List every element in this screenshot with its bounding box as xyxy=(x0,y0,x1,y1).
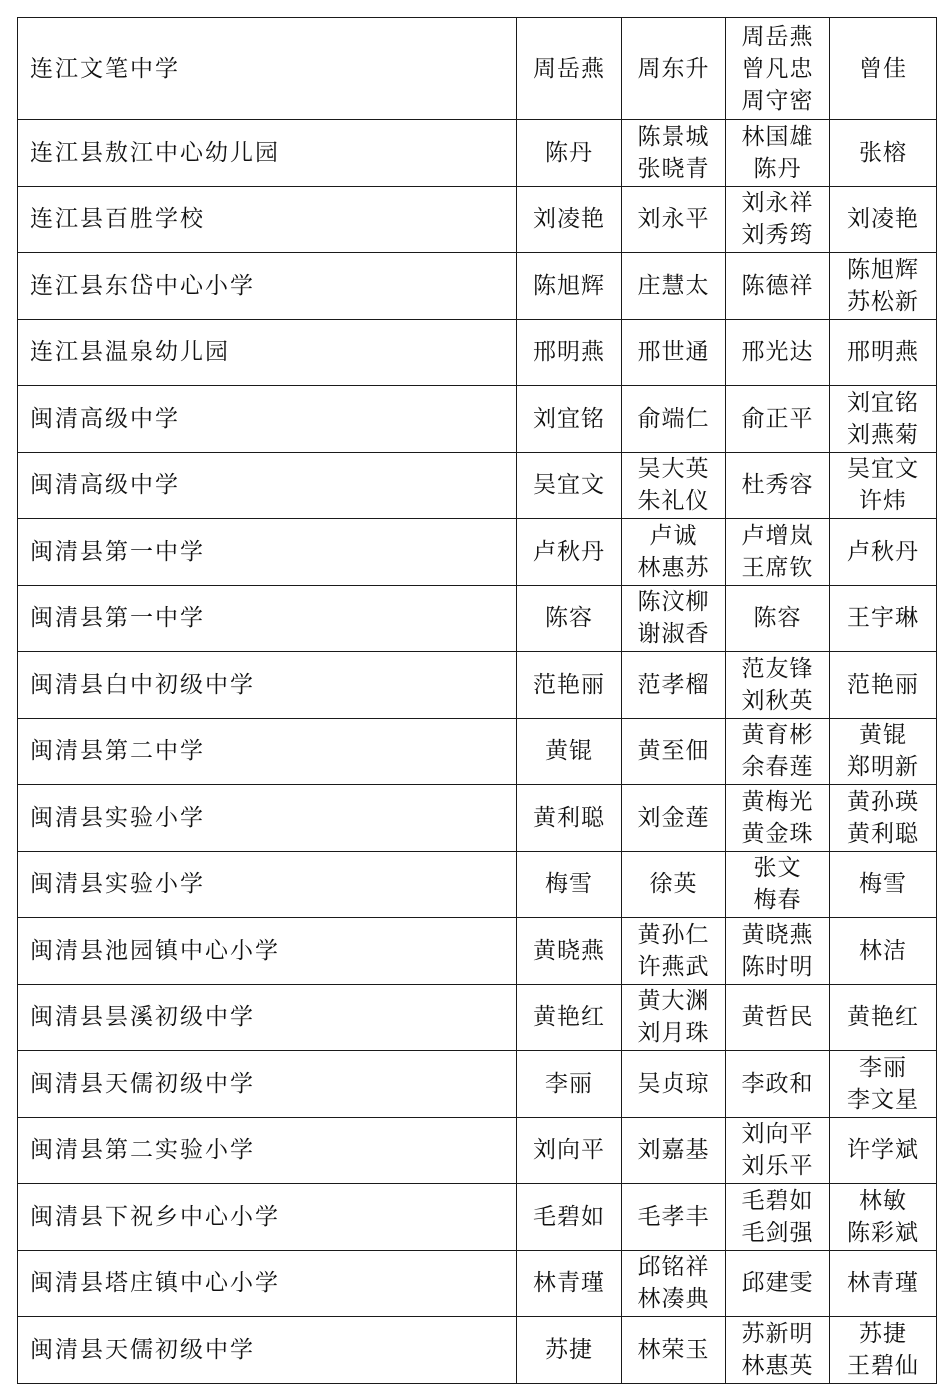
table-row xyxy=(18,253,937,320)
person-name: 李丽 xyxy=(545,1070,593,1097)
person-name: 余春莲 xyxy=(741,754,814,781)
person-name: 黄孙仁 xyxy=(637,921,710,948)
table-row xyxy=(18,785,937,852)
person-name: 毛孝丰 xyxy=(637,1203,710,1230)
person-cell-col3 xyxy=(622,851,726,918)
person-name: 陈汶柳 xyxy=(637,589,710,616)
person-name: 陈丹 xyxy=(545,139,593,166)
person-cell-col2 xyxy=(517,652,622,719)
person-cell-col4 xyxy=(726,785,830,852)
person-name: 陈容 xyxy=(753,605,802,632)
table-row xyxy=(18,1051,937,1118)
person-name: 邢明燕 xyxy=(533,339,605,366)
person-name: 卢增岚 xyxy=(741,522,814,549)
person-cell-col5 xyxy=(830,718,937,785)
school-name-cell: 闽清县第一中学 xyxy=(18,519,517,586)
school-name-cell: 连江文笔中学 xyxy=(18,18,517,120)
person-name: 李政和 xyxy=(741,1070,814,1097)
school-name-cell: 闽清县池园镇中心小学 xyxy=(18,918,517,985)
person-cell-col5 xyxy=(830,186,937,253)
person-cell-col2 xyxy=(517,1250,622,1317)
school-name-cell: 闽清县塔庄镇中心小学 xyxy=(18,1250,517,1317)
person-name: 陈时明 xyxy=(741,953,814,980)
school-name-cell: 连江县百胜学校 xyxy=(18,186,517,253)
school-name-cell: 闽清高级中学 xyxy=(18,452,517,519)
person-cell-col2 xyxy=(517,18,622,120)
person-name: 黄晓燕 xyxy=(533,937,605,964)
person-name: 许学斌 xyxy=(847,1137,919,1164)
person-cell-col5 xyxy=(830,18,937,120)
person-cell-col2 xyxy=(517,319,622,386)
person-cell-col3 xyxy=(622,918,726,985)
person-name: 林国雄 xyxy=(741,123,814,150)
person-cell-col3 xyxy=(622,253,726,320)
person-cell-col3 xyxy=(622,1184,726,1251)
person-name: 卢诚 xyxy=(649,522,698,549)
table-row xyxy=(18,18,937,120)
table-row xyxy=(18,718,937,785)
school-name-cell: 闽清县第二实验小学 xyxy=(18,1117,517,1184)
person-name: 林青瑾 xyxy=(847,1270,919,1297)
person-name: 许炜 xyxy=(859,488,907,515)
person-cell-col3 xyxy=(622,652,726,719)
person-name: 刘秀筠 xyxy=(741,222,814,249)
school-name-cell: 闽清县第一中学 xyxy=(18,585,517,652)
school-name-cell: 闽清县实验小学 xyxy=(18,851,517,918)
person-name: 范友锋 xyxy=(741,655,814,682)
person-name: 陈旭辉 xyxy=(533,272,605,299)
person-cell-col5 xyxy=(830,452,937,519)
person-name: 黄利聪 xyxy=(847,820,919,847)
person-cell-col4 xyxy=(726,1317,830,1384)
school-name-cell: 连江县东岱中心小学 xyxy=(18,253,517,320)
person-name: 张文 xyxy=(753,855,802,882)
person-name: 俞端仁 xyxy=(637,405,710,432)
person-cell-col5 xyxy=(830,319,937,386)
school-name-cell: 连江县敖江中心幼儿园 xyxy=(18,120,517,187)
table-row xyxy=(18,652,937,719)
person-cell-col2 xyxy=(517,386,622,453)
person-name: 毛剑强 xyxy=(741,1219,814,1246)
table-row xyxy=(18,319,937,386)
person-name: 范艳丽 xyxy=(533,671,605,698)
person-name: 刘永平 xyxy=(637,206,710,233)
person-name: 苏捷 xyxy=(545,1336,593,1363)
person-cell-col4 xyxy=(726,918,830,985)
person-cell-col4 xyxy=(726,18,830,120)
person-cell-col3 xyxy=(622,718,726,785)
person-name: 黄利聪 xyxy=(533,804,605,831)
person-name: 周东升 xyxy=(637,55,710,82)
school-name-cell: 闽清县天儒初级中学 xyxy=(18,1051,517,1118)
person-name: 刘凌艳 xyxy=(847,206,919,233)
person-name: 邱铭祥 xyxy=(637,1254,710,1281)
person-cell-col5 xyxy=(830,1184,937,1251)
person-name: 苏新明 xyxy=(741,1320,814,1347)
person-name: 卢秋丹 xyxy=(533,538,605,565)
table-row xyxy=(18,1250,937,1317)
person-cell-col4 xyxy=(726,120,830,187)
school-name-cell: 闽清高级中学 xyxy=(18,386,517,453)
person-cell-col5 xyxy=(830,1317,937,1384)
person-cell-col2 xyxy=(517,1051,622,1118)
person-cell-col5 xyxy=(830,519,937,586)
person-name: 曾佳 xyxy=(859,55,907,82)
person-cell-col2 xyxy=(517,452,622,519)
table-row xyxy=(18,452,937,519)
person-cell-col3 xyxy=(622,785,726,852)
person-cell-col4 xyxy=(726,1051,830,1118)
person-name: 刘乐平 xyxy=(741,1153,814,1180)
person-name: 周守密 xyxy=(741,87,814,114)
person-name: 黄锟 xyxy=(545,738,593,765)
person-cell-col3 xyxy=(622,585,726,652)
person-name: 邱建雯 xyxy=(741,1270,814,1297)
person-name: 苏捷 xyxy=(859,1320,907,1347)
person-name: 王席钦 xyxy=(741,554,814,581)
person-cell-col5 xyxy=(830,253,937,320)
person-name: 杜秀容 xyxy=(741,472,814,499)
person-cell-col4 xyxy=(726,253,830,320)
person-cell-col5 xyxy=(830,652,937,719)
person-name: 苏松新 xyxy=(847,288,919,315)
person-name: 陈彩斌 xyxy=(847,1219,919,1246)
person-cell-col4 xyxy=(726,386,830,453)
person-cell-col2 xyxy=(517,1117,622,1184)
table-row xyxy=(18,918,937,985)
person-name: 黄哲民 xyxy=(741,1004,814,1031)
school-name-cell: 连江县温泉幼儿园 xyxy=(18,319,517,386)
person-name: 刘向平 xyxy=(741,1121,814,1148)
table-row xyxy=(18,585,937,652)
person-cell-col3 xyxy=(622,519,726,586)
person-cell-col3 xyxy=(622,386,726,453)
person-cell-col2 xyxy=(517,851,622,918)
person-name: 卢秋丹 xyxy=(847,538,919,565)
person-name: 刘向平 xyxy=(533,1137,605,1164)
person-name: 吴宜文 xyxy=(533,472,605,499)
person-cell-col5 xyxy=(830,851,937,918)
roster-table xyxy=(17,17,937,1384)
person-cell-col5 xyxy=(830,984,937,1051)
person-cell-col3 xyxy=(622,984,726,1051)
person-name: 李丽 xyxy=(859,1054,907,1081)
person-name: 曾凡忠 xyxy=(741,55,814,82)
person-name: 俞正平 xyxy=(741,405,814,432)
person-name: 陈德祥 xyxy=(741,272,814,299)
person-cell-col4 xyxy=(726,1250,830,1317)
table-row xyxy=(18,120,937,187)
person-name: 梅春 xyxy=(753,887,802,914)
person-name: 林凑典 xyxy=(637,1286,710,1313)
person-cell-col4 xyxy=(726,452,830,519)
person-name: 黄大渊 xyxy=(637,988,710,1015)
person-cell-col2 xyxy=(517,519,622,586)
person-cell-col2 xyxy=(517,785,622,852)
person-name: 范孝榴 xyxy=(637,671,710,698)
table-row xyxy=(18,519,937,586)
person-name: 许燕武 xyxy=(637,953,710,980)
person-cell-col5 xyxy=(830,918,937,985)
school-name-cell: 闽清县下祝乡中心小学 xyxy=(18,1184,517,1251)
person-name: 徐英 xyxy=(649,871,698,898)
person-name: 刘嘉基 xyxy=(637,1137,710,1164)
person-name: 林荣玉 xyxy=(637,1336,710,1363)
person-name: 林惠苏 xyxy=(637,554,710,581)
person-name: 陈丹 xyxy=(753,155,802,182)
school-name-cell: 闽清县第二中学 xyxy=(18,718,517,785)
person-name: 林敏 xyxy=(859,1187,907,1214)
person-cell-col2 xyxy=(517,918,622,985)
person-name: 陈景城 xyxy=(637,123,710,150)
person-name: 刘宜铭 xyxy=(533,405,605,432)
person-cell-col3 xyxy=(622,186,726,253)
person-cell-col3 xyxy=(622,1317,726,1384)
person-name: 刘秋英 xyxy=(741,687,814,714)
table-row xyxy=(18,1117,937,1184)
person-cell-col3 xyxy=(622,1051,726,1118)
person-cell-col4 xyxy=(726,519,830,586)
person-cell-col2 xyxy=(517,253,622,320)
person-name: 周岳燕 xyxy=(741,23,814,50)
person-cell-col3 xyxy=(622,120,726,187)
person-cell-col2 xyxy=(517,984,622,1051)
person-cell-col3 xyxy=(622,319,726,386)
person-name: 林洁 xyxy=(859,937,907,964)
person-cell-col2 xyxy=(517,1317,622,1384)
person-name: 吴大英 xyxy=(637,456,710,483)
table-row xyxy=(18,1317,937,1384)
table-row xyxy=(18,386,937,453)
table-row xyxy=(18,851,937,918)
person-name: 庄慧太 xyxy=(637,272,710,299)
person-name: 王宇琳 xyxy=(847,605,919,632)
person-cell-col3 xyxy=(622,18,726,120)
person-name: 毛碧如 xyxy=(741,1187,814,1214)
person-cell-col3 xyxy=(622,1250,726,1317)
person-cell-col4 xyxy=(726,718,830,785)
person-name: 黄锟 xyxy=(859,722,907,749)
person-name: 刘永祥 xyxy=(741,190,814,217)
roster-table-body xyxy=(18,18,937,1384)
person-name: 邢世通 xyxy=(637,339,710,366)
person-name: 吴贞琼 xyxy=(637,1070,710,1097)
person-name: 范艳丽 xyxy=(847,671,919,698)
person-cell-col4 xyxy=(726,1117,830,1184)
person-name: 王碧仙 xyxy=(847,1352,919,1379)
person-name: 刘月珠 xyxy=(637,1020,710,1047)
person-cell-col4 xyxy=(726,851,830,918)
person-name: 刘燕菊 xyxy=(847,421,919,448)
person-cell-col2 xyxy=(517,585,622,652)
person-cell-col5 xyxy=(830,1250,937,1317)
person-cell-col5 xyxy=(830,785,937,852)
person-cell-col4 xyxy=(726,186,830,253)
school-name-cell: 闽清县昙溪初级中学 xyxy=(18,984,517,1051)
person-cell-col5 xyxy=(830,120,937,187)
person-name: 郑明新 xyxy=(847,754,919,781)
school-name-cell: 闽清县白中初级中学 xyxy=(18,652,517,719)
person-name: 谢淑香 xyxy=(637,621,710,648)
person-name: 林青瑾 xyxy=(533,1270,605,1297)
person-name: 黄艳红 xyxy=(533,1004,605,1031)
person-cell-col2 xyxy=(517,186,622,253)
person-name: 黄孙瑛 xyxy=(847,788,919,815)
person-name: 陈旭辉 xyxy=(847,256,919,283)
person-name: 李文星 xyxy=(847,1086,919,1113)
person-name: 黄艳红 xyxy=(847,1004,919,1031)
person-name: 张榕 xyxy=(859,139,907,166)
person-name: 邢明燕 xyxy=(847,339,919,366)
table-row xyxy=(18,186,937,253)
person-cell-col4 xyxy=(726,585,830,652)
person-cell-col4 xyxy=(726,319,830,386)
person-name: 邢光达 xyxy=(741,339,814,366)
person-name: 梅雪 xyxy=(859,871,907,898)
person-name: 吴宜文 xyxy=(847,456,919,483)
person-name: 黄育彬 xyxy=(741,722,814,749)
person-cell-col5 xyxy=(830,386,937,453)
table-row xyxy=(18,984,937,1051)
person-name: 刘宜铭 xyxy=(847,389,919,416)
person-cell-col4 xyxy=(726,652,830,719)
person-name: 周岳燕 xyxy=(533,55,605,82)
person-cell-col3 xyxy=(622,452,726,519)
person-cell-col2 xyxy=(517,120,622,187)
person-name: 黄梅光 xyxy=(741,788,814,815)
person-cell-col4 xyxy=(726,1184,830,1251)
person-cell-col3 xyxy=(622,1117,726,1184)
person-name: 林惠英 xyxy=(741,1352,814,1379)
person-name: 刘凌艳 xyxy=(533,206,605,233)
person-cell-col5 xyxy=(830,1117,937,1184)
person-name: 黄至佃 xyxy=(637,738,710,765)
person-name: 张晓青 xyxy=(637,155,710,182)
school-name-cell: 闽清县实验小学 xyxy=(18,785,517,852)
person-cell-col4 xyxy=(726,984,830,1051)
person-cell-col5 xyxy=(830,585,937,652)
person-name: 陈容 xyxy=(545,605,593,632)
person-name: 毛碧如 xyxy=(533,1203,605,1230)
table-row xyxy=(18,1184,937,1251)
person-name: 黄金珠 xyxy=(741,820,814,847)
school-name-cell: 闽清县天儒初级中学 xyxy=(18,1317,517,1384)
person-cell-col2 xyxy=(517,718,622,785)
person-cell-col5 xyxy=(830,1051,937,1118)
person-name: 朱礼仪 xyxy=(637,488,710,515)
person-name: 刘金莲 xyxy=(637,804,710,831)
person-name: 黄晓燕 xyxy=(741,921,814,948)
person-name: 梅雪 xyxy=(545,871,593,898)
person-cell-col2 xyxy=(517,1184,622,1251)
